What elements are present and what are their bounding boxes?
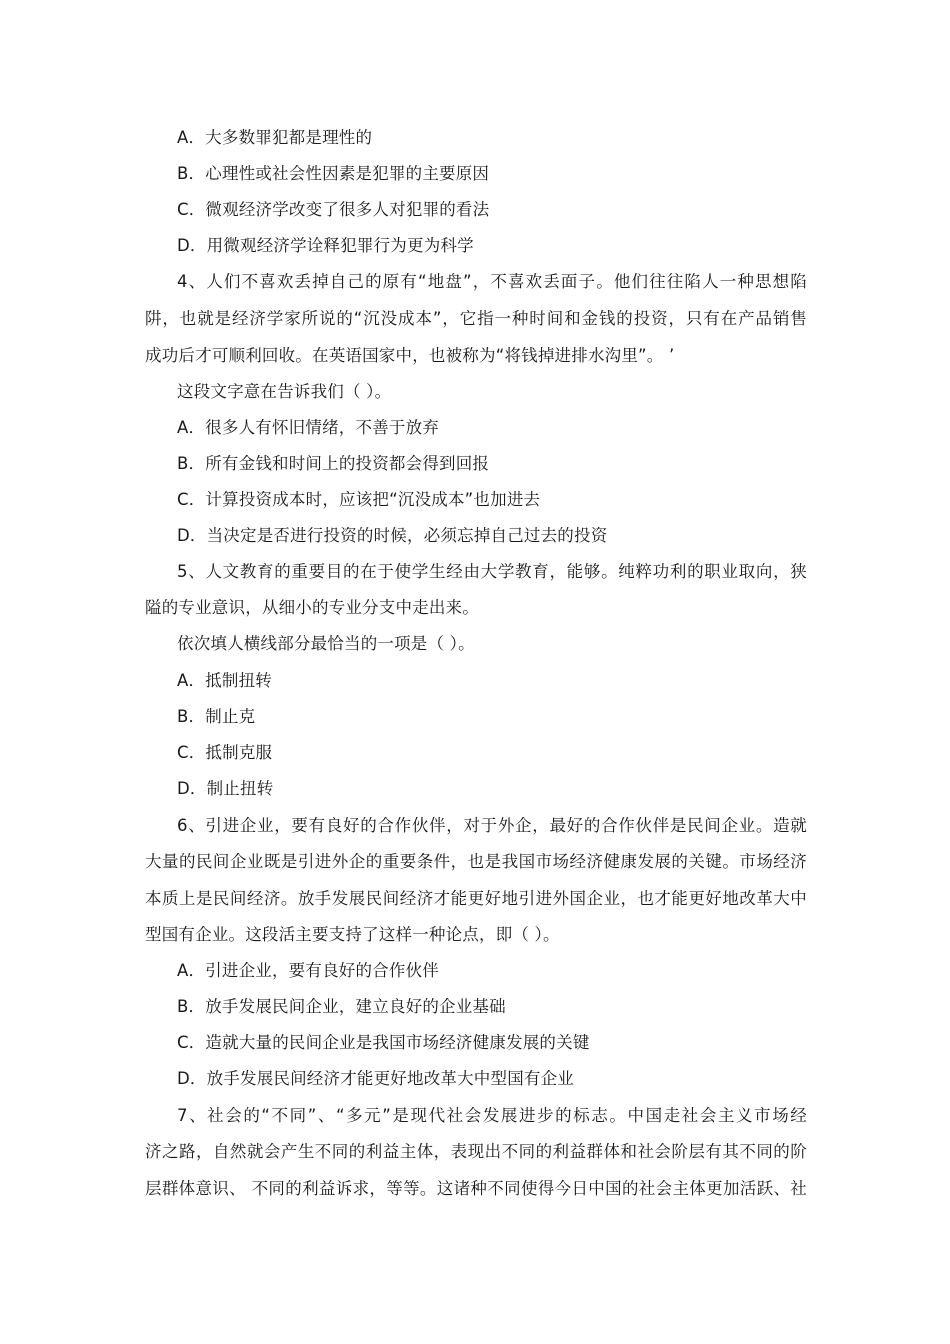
question-4-text: 成功后才可顺利回收。在英语国家中，也被称为“将钱掉进排水沟里”。 ’ (145, 346, 675, 365)
option-text: B．放手发展民间企业，建立良好的企业基础 (177, 997, 506, 1016)
option-text: D．制止扭转 (177, 779, 274, 798)
option-text: A．大多数罪犯都是理性的 (177, 128, 373, 147)
question-6-text: 6、引进企业，要有良好的合作伙伴，对于外企，最好的合作伙伴是民间企业。造就 (177, 816, 807, 835)
question-4-text: 4、人们不喜欢丢掉自己的原有“地盘”，不喜欢丢面子。他们往往陷人一种思想陷 (177, 272, 807, 291)
question-7-text: 7、社会的“不同”、“多元”是现代社会发展进步的标志。中国走社会主义市场经 (177, 1106, 807, 1125)
question-4-text: 阱，也就是经济学家所说的“沉没成本”，它指一种时间和金钱的投资，只有在产品销售 (145, 309, 807, 328)
option-text: A．引进企业，要有良好的合作伙伴 (177, 961, 439, 980)
option-text: D．放手发展民间经济才能更好地改革大中型国有企业 (177, 1069, 575, 1088)
question-5-text: 隘的专业意识，从细小的专业分支中走出来。 (145, 598, 479, 617)
option-text: C．微观经济学改变了很多人对犯罪的看法 (177, 200, 490, 219)
question-4-prompt: 这段文字意在告诉我们（ ）。 (177, 382, 392, 401)
question-6-text: 大量的民间企业既是引进外企的重要条件，也是我国市场经济健康发展的关键。市场经济 (145, 852, 807, 871)
option-text: B．制止克 (177, 707, 256, 726)
option-text: D．用微观经济学诠释犯罪行为更为科学 (177, 236, 474, 255)
question-7-text: 层群体意识、 不同的利益诉求，等等。这诸种不同使得今日中国的社会主体更加活跃、社 (145, 1179, 807, 1198)
question-6-text: 本质上是民间经济。放手发展民间经济才能更好地引进外国企业，也才能更好地改革大中 (145, 889, 807, 908)
question-6-text: 型国有企业。这段活主要支持了这样一种论点，即（ ）。 (145, 925, 560, 944)
option-text: A．很多人有怀旧情绪，不善于放弃 (177, 418, 439, 437)
option-text: C．抵制克服 (177, 743, 273, 762)
option-text: B．所有金钱和时间上的投资都会得到回报 (177, 454, 490, 473)
question-5-text: 5、人文教育的重要目的在于使学生经由大学教育，能够。纯粹功利的职业取向，狭 (177, 562, 807, 581)
option-text: A．抵制扭转 (177, 671, 272, 690)
option-text: D．当决定是否进行投资的时候，必须忘掉自己过去的投资 (177, 526, 608, 545)
option-text: C．造就大量的民间企业是我国市场经济健康发展的关键 (177, 1033, 590, 1052)
question-7-text: 济之路，自然就会产生不同的利益主体，表现出不同的利益群体和社会阶层有其不同的阶 (145, 1142, 807, 1161)
question-5-prompt: 依次填人横线部分最恰当的一项是（ ）。 (177, 634, 475, 653)
option-text: B．心理性或社会性因素是犯罪的主要原因 (177, 164, 490, 183)
option-text: C．计算投资成本时，应该把“沉没成本”也加进去 (177, 490, 541, 509)
